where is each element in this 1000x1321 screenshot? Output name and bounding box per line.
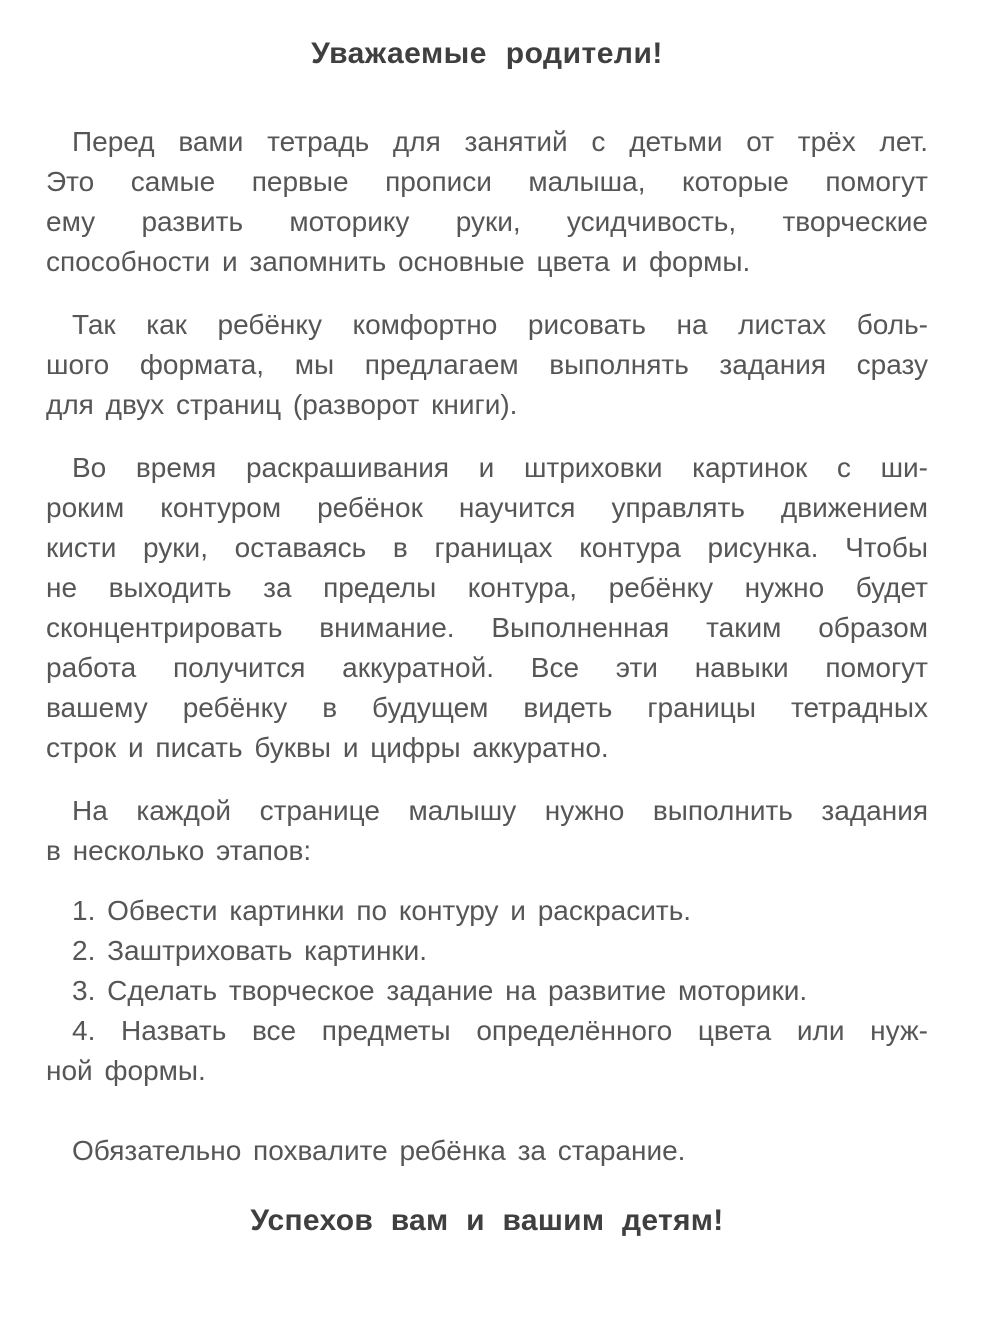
text-line: кисти руки, оставаясь в границах контура рисунка. Чтобы: [46, 532, 928, 563]
page-title: Уважаемые родители!: [311, 37, 663, 70]
text-line: для двух страниц (разворот книги).: [46, 389, 518, 420]
text-line: вашему ребёнку в будущем видеть границы тетрадных: [46, 692, 928, 723]
text-line: сконцентрировать внимание. Выполненная таким образом: [46, 612, 928, 643]
text-line: роким контуром ребёнок научится управлять движением: [46, 492, 928, 523]
paragraph-intro: [46, 122, 928, 282]
paragraph-format: [46, 305, 928, 425]
text-line: Перед вами тетрадь для занятий с детьми от трёх лет.: [72, 126, 928, 157]
text-line: ной формы.: [46, 1055, 206, 1086]
text-line: способности и запомнить основные цвета и формы.: [46, 246, 751, 277]
text-line: не выходить за пределы контура, ребёнку нужно будет: [46, 572, 928, 603]
text-line: строк и писать буквы и цифры аккуратно.: [46, 732, 609, 763]
text-line: работа получится аккуратной. Все эти навыки помогут: [46, 652, 928, 683]
task-list: [46, 891, 928, 1091]
closing-note: [46, 1131, 928, 1171]
text-line: Это самые первые прописи малыша, которые помогут: [46, 166, 928, 197]
text-line: На каждой странице малышу нужно выполнить задания: [72, 795, 928, 826]
list-item: [46, 1011, 928, 1091]
list-item: [46, 971, 928, 1011]
text-line: Так как ребёнку комфортно рисовать на листах боль-: [72, 309, 928, 340]
text-line: 2. Заштриховать картинки.: [72, 935, 428, 966]
text-line: 1. Обвести картинки по контуру и раскрасить.: [72, 895, 692, 926]
paragraph-coloring: [46, 448, 928, 768]
text-line: Обязательно похвалите ребёнка за старание.: [72, 1135, 686, 1166]
list-item: [46, 891, 928, 931]
text-line: 3. Сделать творческое задание на развитие моторики.: [72, 975, 808, 1006]
farewell-heading: Успехов вам и вашим детям!: [250, 1204, 724, 1237]
text-line: ему развить моторику руки, усидчивость, творческие: [46, 206, 928, 237]
paragraph-steps-intro: [46, 791, 928, 871]
text-line: шого формата, мы предлагаем выполнять задания сразу: [46, 349, 928, 380]
text-line: в несколько этапов:: [46, 835, 312, 866]
text-line: 4. Назвать все предметы определённого цвета или нуж-: [72, 1015, 928, 1046]
text-line: Во время раскрашивания и штриховки картинок с ши-: [72, 452, 928, 483]
list-item: [46, 931, 928, 971]
